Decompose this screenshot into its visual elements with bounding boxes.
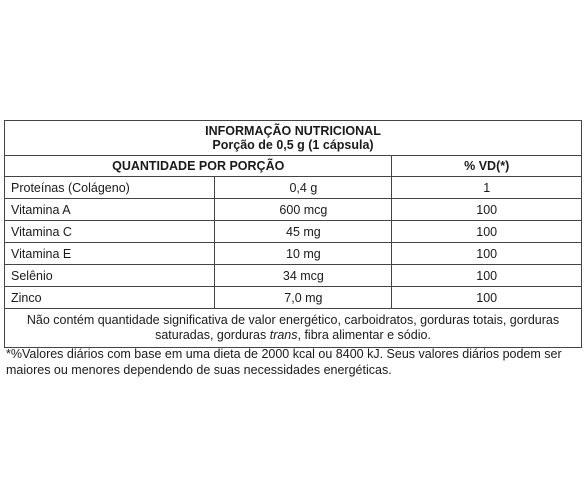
footer-text-end: , fibra alimentar e sódio. [297, 328, 431, 342]
nutrient-vd: 100 [392, 287, 582, 309]
table-row [5, 265, 582, 287]
nutrition-facts-table [4, 120, 582, 348]
portion-text: Porção de 0,5 g (1 cápsula) [212, 138, 374, 152]
nutrient-amount: 34 mcg [215, 265, 392, 287]
table-row [5, 199, 582, 221]
table-row [5, 243, 582, 265]
quantity-header: QUANTIDADE POR PORÇÃO [5, 156, 392, 177]
vd-footnote: *%Valores diários com base em uma dieta de 2000 kcal ou 8400 kJ. Seus valores diários podem ser maiores ou menores dependendo de suas necessidades energéticas. [6, 347, 562, 377]
nutrient-vd: 100 [392, 243, 582, 265]
footer-row [5, 309, 582, 348]
nutrient-vd: 1 [392, 177, 582, 199]
nutrient-name: Selênio [5, 265, 215, 287]
nutrient-amount: 10 mg [215, 243, 392, 265]
nutrient-vd: 100 [392, 199, 582, 221]
nutrient-vd: 100 [392, 221, 582, 243]
vd-header: % VD(*) [392, 156, 582, 177]
header-row [5, 156, 582, 177]
nutrient-amount: 7,0 mg [215, 287, 392, 309]
table-row [5, 287, 582, 309]
footer-note [5, 309, 582, 348]
nutrient-name: Vitamina C [5, 221, 215, 243]
nutrient-amount: 0,4 g [215, 177, 392, 199]
footer-text-italic: trans [269, 328, 298, 342]
nutrient-amount: 45 mg [215, 221, 392, 243]
table-row [5, 177, 582, 199]
title-row [5, 121, 582, 156]
nutrient-vd: 100 [392, 265, 582, 287]
nutrient-name: Vitamina A [5, 199, 215, 221]
nutrient-name: Vitamina E [5, 243, 215, 265]
title-cell [5, 121, 582, 156]
table-row [5, 221, 582, 243]
nutrient-name: Zinco [5, 287, 215, 309]
nutrient-name: Proteínas (Colágeno) [5, 177, 215, 199]
footer-text-start: Não contém quantidade significativa de valor energético, carboidratos, gorduras totais, gorduras saturadas, gorduras [26, 313, 560, 342]
nutrient-amount: 600 mcg [215, 199, 392, 221]
table-title: INFORMAÇÃO NUTRICIONAL [205, 124, 381, 138]
